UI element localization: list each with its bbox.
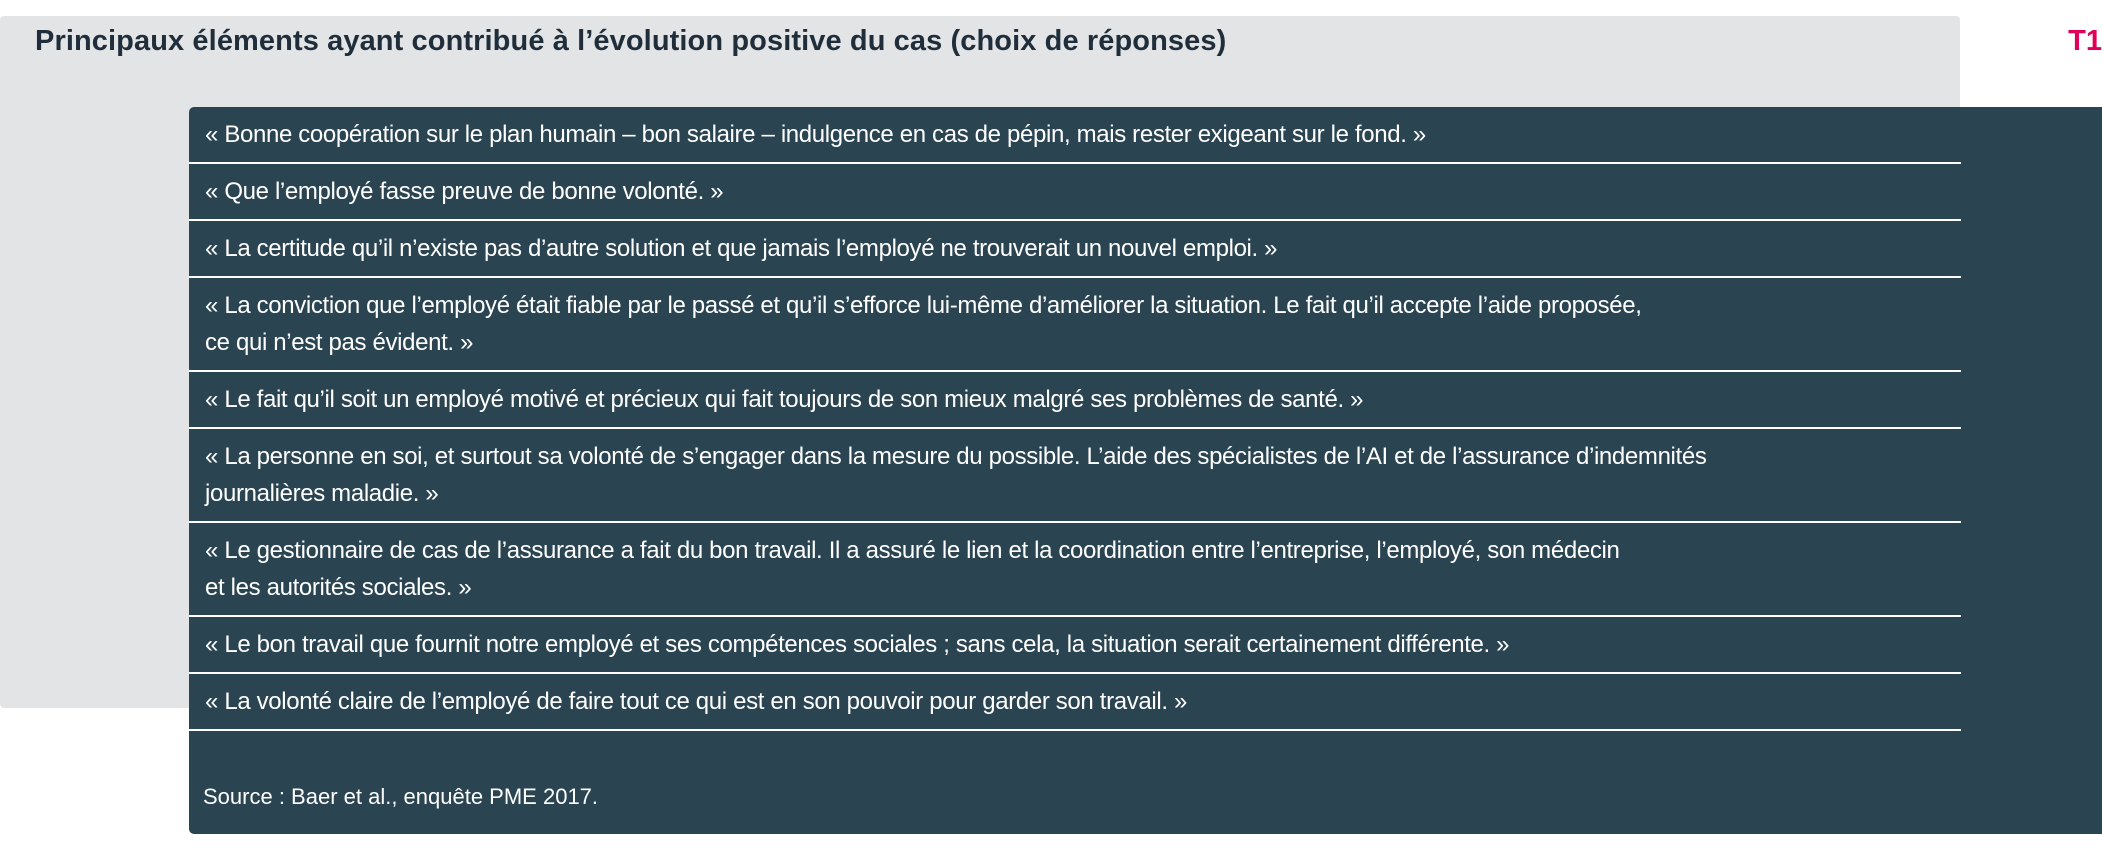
quote-item: « Le fait qu’il soit un employé motivé et précieux qui fait toujours de son mieux malgré ses problèmes de santé. » bbox=[189, 372, 1961, 429]
quote-item: « La conviction que l’employé était fiable par le passé et qu’il s’efforce lui-même d’améliorer la situation. Le fait qu’il accepte l’aide proposée, ce qui n’est pas évident. » bbox=[189, 278, 1961, 372]
quote-item: « Le bon travail que fournit notre employé et ses compétences sociales ; sans cela, la situation serait certainement différente. » bbox=[189, 617, 1961, 674]
quote-item: « Le gestionnaire de cas de l’assurance a fait du bon travail. Il a assuré le lien et la coordination entre l’entreprise, l’employé, son médecin et les autorités sociales. » bbox=[189, 523, 1961, 617]
quote-item: « La certitude qu’il n’existe pas d’autre solution et que jamais l’employé ne trouverait un nouvel emploi. » bbox=[189, 221, 1961, 278]
page-title: Principaux éléments ayant contribué à l’évolution positive du cas (choix de réponses) bbox=[35, 25, 1227, 57]
quote-item: « La personne en soi, et surtout sa volonté de s’engager dans la mesure du possible. L’aide des spécialistes de l’AI et de l’assurance d’indemnités journalières maladie. » bbox=[189, 429, 1961, 523]
quote-item: « Bonne coopération sur le plan humain – bon salaire – indulgence en cas de pépin, mais rester exigeant sur le fond. » bbox=[189, 107, 1961, 164]
table-label: T1 bbox=[2068, 25, 2102, 57]
quote-item: « La volonté claire de l’employé de faire tout ce qui est en son pouvoir pour garder son travail. » bbox=[189, 674, 1961, 731]
source-note: Source : Baer et al., enquête PME 2017. bbox=[203, 784, 599, 809]
quote-item: « Que l’employé fasse preuve de bonne volonté. » bbox=[189, 164, 1961, 221]
quotes-list bbox=[189, 107, 1961, 731]
